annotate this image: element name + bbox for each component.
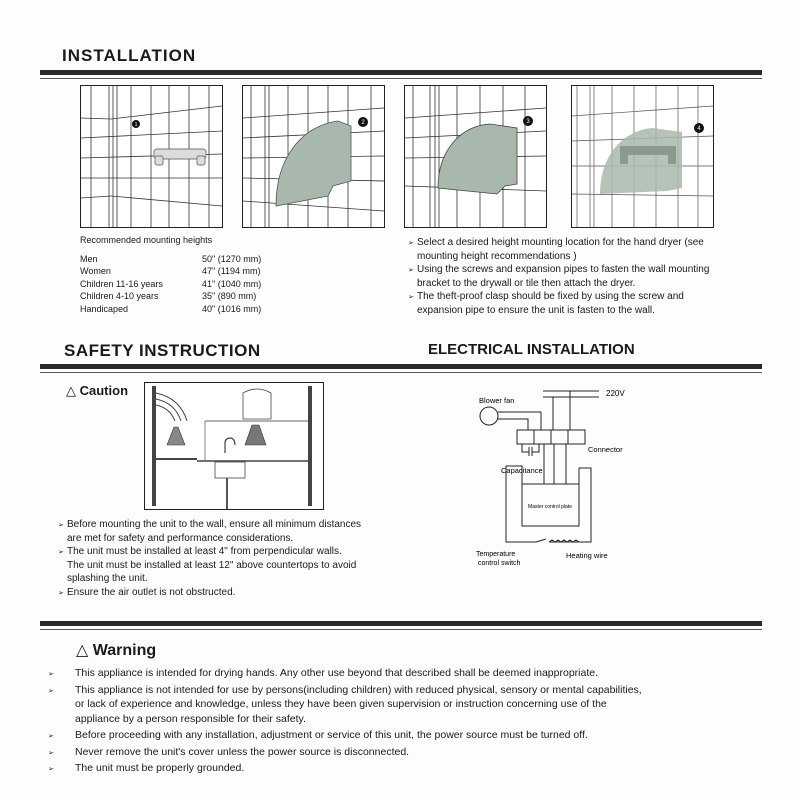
warning-item [48, 728, 748, 743]
caution-text: Caution [79, 383, 129, 398]
safety-title: SAFETY INSTRUCTION [64, 341, 261, 360]
safety-item [58, 545, 408, 586]
instruction-line: ➢ Select a desired height mounting location for the hand dryer (see [417, 237, 704, 248]
height-label: Men [80, 253, 98, 264]
master-control-label: Master control plate [528, 504, 572, 510]
caution-label [66, 383, 128, 399]
height-label: Children 11-16 years [80, 278, 163, 289]
dryer-attach-illustration [243, 86, 384, 227]
height-value: 41" (1040 mm) [202, 278, 262, 289]
warning-heading [76, 640, 156, 660]
electrical-title: ELECTRICAL INSTALLATION [428, 341, 635, 358]
height-value: 35" (890 mm) [202, 291, 257, 301]
install-step-2-figure [242, 85, 385, 228]
mounting-heights-title: Recommended mounting heights [80, 235, 213, 245]
step-4-number: 4 [697, 126, 701, 132]
safety-line: are met for safety and performance considerations. [67, 532, 294, 544]
height-row [80, 253, 261, 266]
temperature-label: Temperature [476, 551, 516, 558]
safety-item [58, 586, 408, 600]
install-step-4-figure [571, 85, 714, 228]
warning-rule [40, 621, 762, 626]
blower-fan-label: Blower fan [479, 396, 515, 405]
warning-title: Warning [92, 642, 157, 659]
warning-item [48, 683, 748, 727]
warning-line: appliance by a person responsible for their safety. [75, 712, 306, 725]
clearance-diagram [144, 382, 324, 510]
theft-proof-clasp-illustration [572, 86, 713, 227]
warning-line: ➢ Before proceeding with any installation, adjustment or service of this unit, the power source must be turned off. [75, 729, 588, 741]
warning-item [48, 745, 748, 760]
height-label: Handicaped [80, 303, 129, 314]
height-value: 47" (1194 mm) [202, 266, 261, 276]
wiring-diagram [474, 388, 644, 568]
instruction-line: bracket to the drywall or tile then attach the dryer. [417, 277, 636, 289]
installation-rule [40, 70, 762, 75]
height-label: Children 4-10 years [80, 291, 159, 301]
height-row [80, 265, 261, 278]
instruction-line: ➢ Using the screws and expansion pipes to fasten the wall mounting [417, 264, 710, 275]
warning-rule-thin [40, 629, 762, 630]
height-row [80, 278, 261, 291]
warning-list [48, 666, 748, 778]
warning-item [48, 666, 748, 681]
install-step-1-figure [80, 85, 223, 228]
warning-line: ➢ This appliance is intended for drying hands. Any other use beyond that described shall be deemed inappropriate. [75, 667, 599, 679]
installation-instructions [408, 236, 748, 317]
step-1-number: 1 [134, 122, 138, 128]
safety-line: ➢ Ensure the air outlet is not obstructed. [67, 586, 236, 598]
installation-title: INSTALLATION [62, 46, 197, 65]
mounting-heights-table [80, 234, 261, 315]
safety-rule [40, 364, 762, 369]
install-step-3-figure [404, 85, 547, 228]
height-value: 50" (1270 mm) [202, 253, 262, 264]
height-row [80, 290, 261, 303]
safety-rule-thin [40, 372, 762, 373]
safety-line: ➢ The unit must be installed at least 4" from perpendicular walls. [67, 546, 342, 557]
safety-instructions [58, 518, 408, 599]
instruction-line: mounting height recommendations ) [417, 250, 577, 262]
clearance-illustration [145, 383, 323, 509]
height-value: 40" (1016 mm) [202, 303, 262, 314]
warning-item [48, 761, 748, 776]
instruction-item [408, 263, 748, 290]
instruction-line: expansion pipe to ensure the unit is fasten to the wall. [417, 304, 655, 316]
warning-line: ➢ Never remove the unit's cover unless the power source is disconnected. [75, 745, 410, 758]
warning-line: ➢ This appliance is not intended for use by persons(including children) with reduced physical, sensory or mental capabilities, [75, 683, 642, 696]
temperature-label-2: control switch [478, 560, 521, 567]
heating-wire-label: Heating wire [566, 551, 608, 560]
step-2-number: 2 [361, 120, 365, 126]
tile-wall-bracket-illustration [81, 86, 222, 227]
safety-line: The unit must be installed at least 12" above countertops to avoid [67, 559, 357, 571]
safety-line: ➢ Before mounting the unit to the wall, ensure all minimum distances [67, 519, 362, 530]
capacitance-label: Capacitance [501, 466, 543, 475]
connector-label: Connector [588, 445, 623, 454]
warning-line: ➢ The unit must be properly grounded. [75, 762, 245, 774]
safety-line: splashing the unit. [67, 573, 148, 584]
installation-rule-thin [40, 78, 762, 79]
warning-triangle-icon: △ [76, 642, 89, 659]
step-3-number: 3 [526, 119, 530, 125]
safety-item [58, 518, 408, 545]
instruction-item [408, 236, 748, 263]
instruction-line: ➢ The theft-proof clasp should be fixed by using the screw and [417, 291, 684, 302]
dryer-mounted-illustration [405, 86, 546, 227]
warning-line: or lack of experience and knowledge, unless they have been given supervision or instruction concerning use of the [75, 698, 607, 710]
height-row [80, 303, 261, 316]
height-label: Women [80, 266, 111, 276]
caution-triangle-icon: △ [66, 383, 76, 398]
instruction-item [408, 290, 748, 317]
voltage-label: 220V [606, 389, 625, 398]
